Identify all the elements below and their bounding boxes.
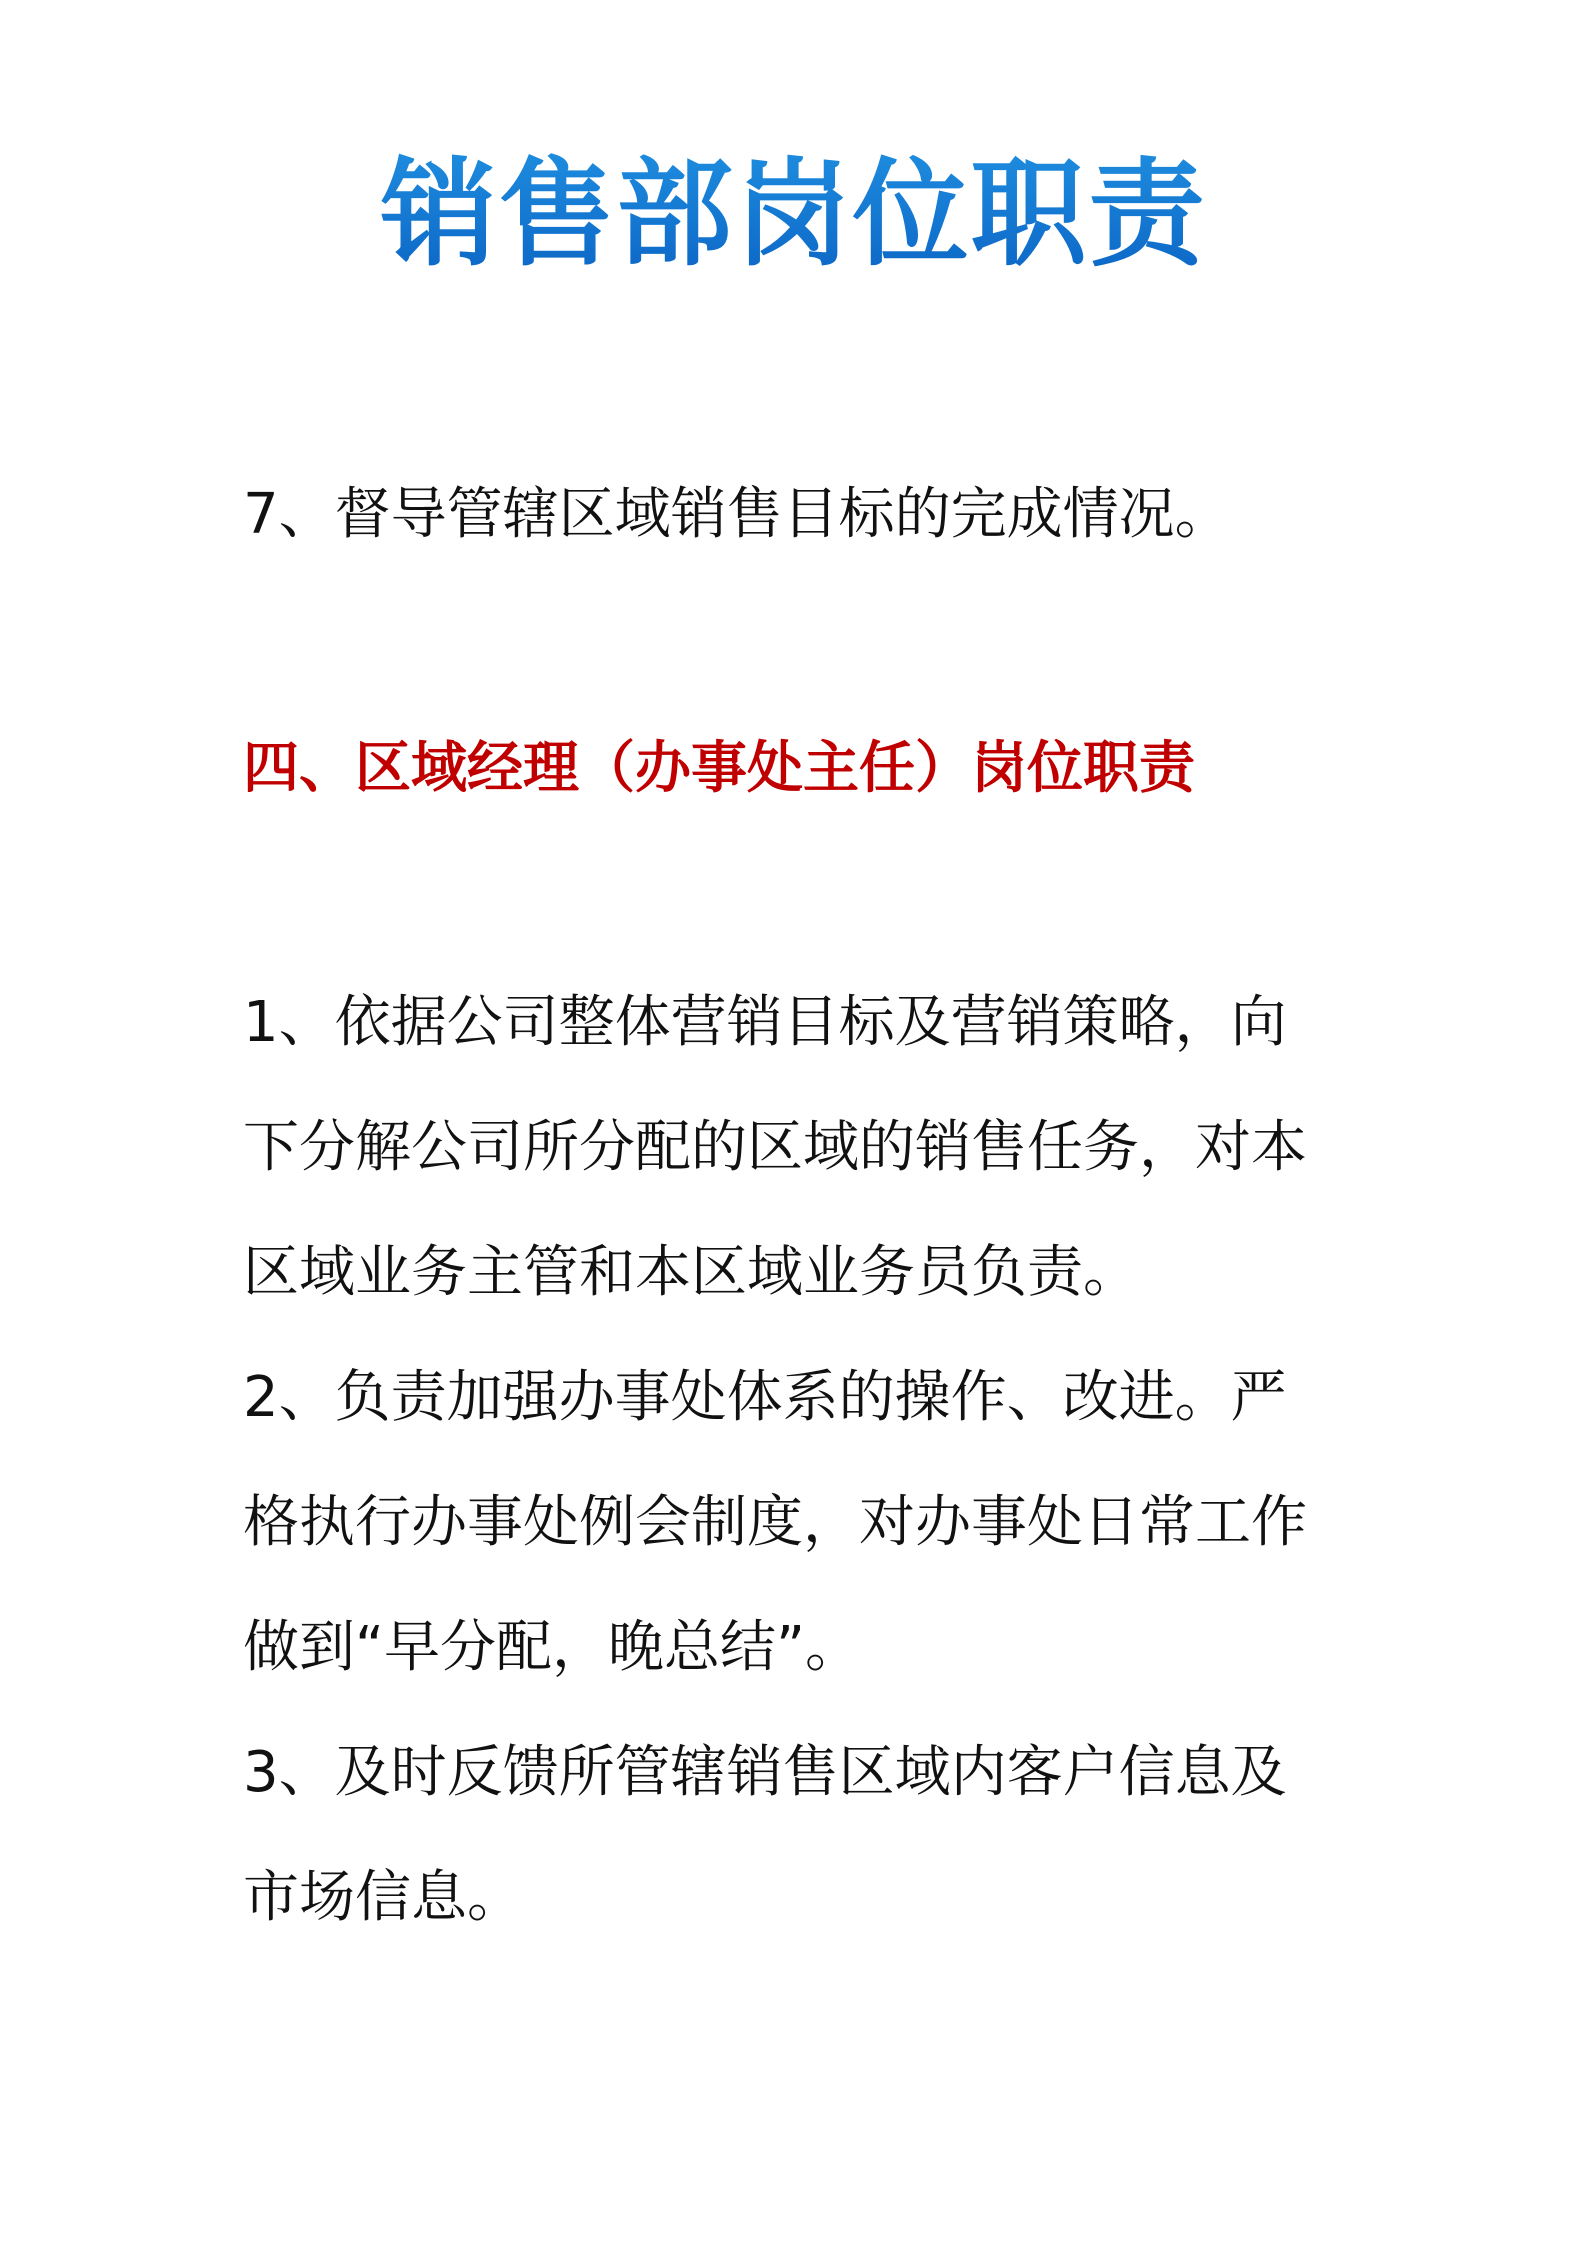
list-item-line: 格执行办事处例会制度，对办事处日常工作 <box>243 1490 1307 1555</box>
list-item-line: 2、负责加强办事处体系的操作、改进。严 <box>243 1365 1287 1430</box>
previous-list-item: 7、督导管辖区域销售目标的完成情况。 <box>243 482 1231 547</box>
section-heading: 四、区域经理（办事处主任）岗位职责 <box>243 736 1195 801</box>
list-item-line: 区域业务主管和本区域业务员负责。 <box>243 1240 1139 1305</box>
list-item-line: 3、及时反馈所管辖销售区域内客户信息及 <box>243 1740 1287 1805</box>
document-title: 销售部岗位职责 <box>0 140 1587 290</box>
list-item-line: 市场信息。 <box>243 1865 523 1930</box>
list-item <box>243 1710 1363 1960</box>
list-item-line: 做到“早分配，晚总结”。 <box>243 1615 862 1680</box>
list-item <box>243 1335 1363 1710</box>
list-item-line: 下分解公司所分配的区域的销售任务，对本 <box>243 1115 1307 1180</box>
list-item <box>243 960 1363 1335</box>
list-item-line: 1、依据公司整体营销目标及营销策略，向 <box>243 990 1287 1055</box>
